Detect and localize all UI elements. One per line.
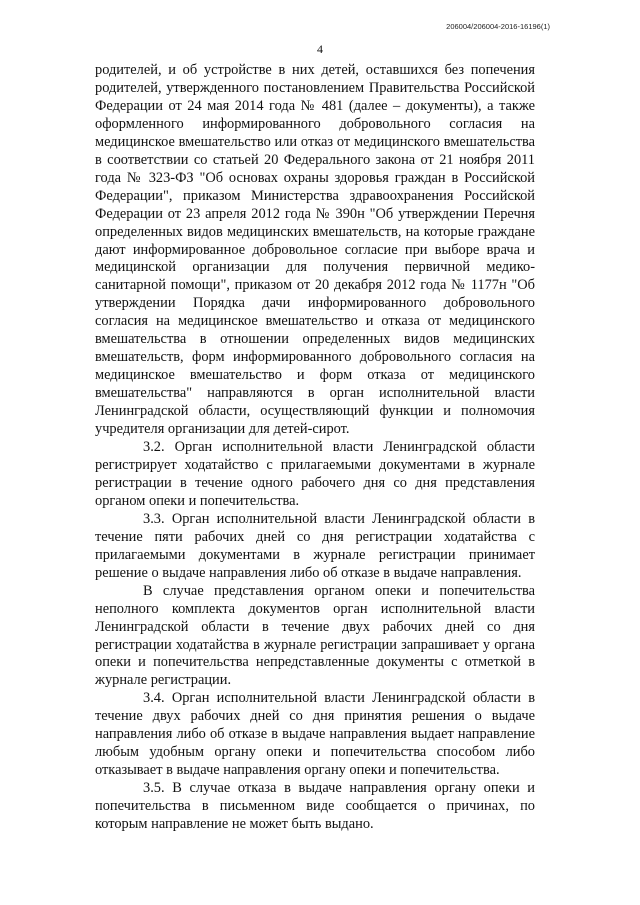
document-body [95,62,535,834]
paragraph-3-2: 3.2. Орган исполнительной власти Ленинградской области регистрирует ходатайство с прилагаемыми документами в журнале регистрации в течение одного рабочего дня со дня представления органом опеки и попечительства. [95,439,535,509]
paragraph-incomplete-documents: В случае представления органом опеки и попечительства неполного комплекта документов орган исполнительной власти Ленинградской области в течение двух рабочих дней со дня регистрации ходатайства в журнале регистрации запрашивает у органа опеки и попечительства непредставленные документы с отметкой в журнале регистрации. [95,582,535,689]
paragraph-intro: родителей, и об устройстве в них детей, оставшихся без попечения родителей, утвержденного постановлением Правительства Российской Федерации от 24 мая 2014 года № 481 (далее – документы), а также оформленного информированного добровольного согласия на медицинское вмешательство или отказ от медицинского вмешательства в соответствии со статьей 20 Федерального закона от 21 ноября 2011 года № 323-ФЗ "Об основах охраны здоровья граждан в Российской Федерации", приказом Министерства здравоохранения Российской Федерации от 23 апреля 2012 года № 390н "Об утверждении Перечня определенных видов медицинских вмешательств, на которые граждане дают информированное добровольное согласие при выборе врача и медицинской организации для получения первичной медико-санитарной помощи", приказом от 20 декабря 2012 года № 1177н "Об утверждении Порядка дачи информированного добровольного согласия на медицинское вмешательство и отказа от медицинского вмешательства в отношении определенных видов медицинских вмешательств, форм информированного добровольного согласия на медицинское вмешательство и форм отказа от медицинского вмешательства" направляются в орган исполнительной власти Ленинградской области, осуществляющий функции и полномочия учредителя организации для детей-сирот. [95,62,535,438]
paragraph-3-3: 3.3. Орган исполнительной власти Ленинградской области в течение пяти рабочих дней со дня регистрации ходатайства с прилагаемыми документами в журнале регистрации принимает решение о выдаче направления либо об отказе в выдаче направления. [95,510,535,581]
document-id: 206004/206004-2016-16196(1) [446,22,550,31]
paragraph-3-5: 3.5. В случае отказа в выдаче направления органу опеки и попечительства в письменном виде сообщается о причинах, по которым направление не может быть выдано. [95,780,535,833]
page-number: 4 [317,42,323,56]
paragraph-3-4: 3.4. Орган исполнительной власти Ленинградской области в течение двух рабочих дней со дня принятия решения о выдаче направления либо об отказе в выдаче направления выдает направление любым удобным органу опеки и попечительства способом либо отказывает в выдаче направления органу опеки и попечительства. [95,690,535,779]
